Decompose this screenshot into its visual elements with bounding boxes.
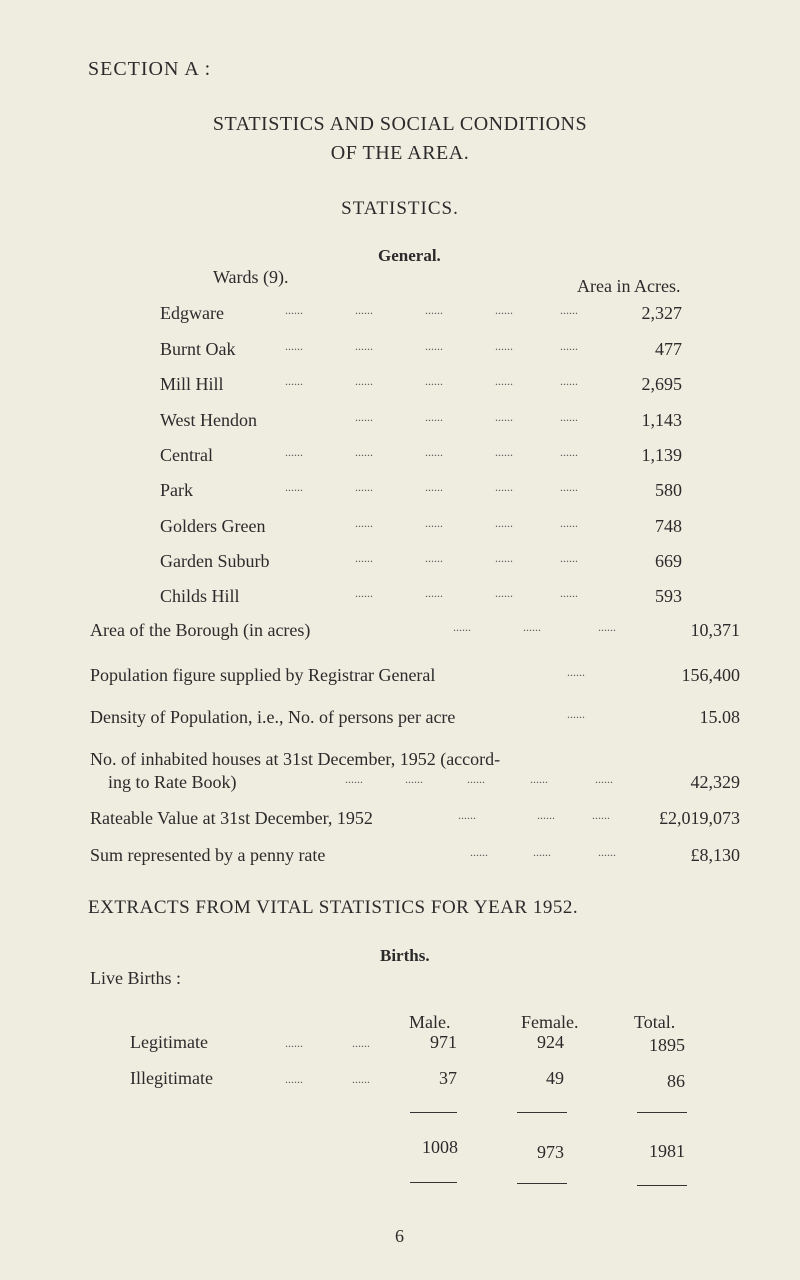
leader-dots: ...... bbox=[285, 374, 303, 388]
leader-dots: ...... bbox=[595, 772, 613, 786]
borough-area-label: Area of the Borough (in acres) bbox=[90, 620, 311, 640]
leader-dots: ...... bbox=[495, 410, 513, 424]
penny-rate-value: £8,130 bbox=[690, 845, 740, 865]
leader-dots: ...... bbox=[352, 1072, 370, 1086]
leader-dots: ...... bbox=[560, 480, 578, 494]
births-female: 49 bbox=[546, 1068, 564, 1088]
ward-name: Central bbox=[160, 445, 213, 465]
ward-acres: 748 bbox=[655, 516, 682, 536]
sum-rule-female bbox=[517, 1112, 567, 1113]
page-number: 6 bbox=[395, 1226, 404, 1246]
total-rule-female bbox=[517, 1183, 567, 1184]
ward-row bbox=[160, 445, 682, 471]
leader-dots: ...... bbox=[530, 772, 548, 786]
ward-acres: 1,139 bbox=[641, 445, 682, 465]
leader-dots: ...... bbox=[560, 586, 578, 600]
leader-dots: ...... bbox=[560, 339, 578, 353]
total-rule-total bbox=[637, 1185, 687, 1186]
leader-dots: ...... bbox=[425, 586, 443, 600]
ward-name: Burnt Oak bbox=[160, 339, 236, 359]
leader-dots: ...... bbox=[567, 665, 585, 679]
main-heading-line1: STATISTICS AND SOCIAL CONDITIONS bbox=[212, 113, 588, 135]
sum-rule-total bbox=[637, 1112, 687, 1113]
houses-value: 42,329 bbox=[690, 772, 740, 792]
leader-dots: ...... bbox=[425, 516, 443, 530]
leader-dots: ...... bbox=[495, 480, 513, 494]
ward-name: Park bbox=[160, 480, 193, 500]
leader-dots: ...... bbox=[560, 303, 578, 317]
houses-label-line2: ing to Rate Book) bbox=[108, 772, 237, 792]
wards-header: Wards (9). bbox=[213, 267, 289, 287]
leader-dots: ...... bbox=[560, 445, 578, 459]
ward-acres: 2,695 bbox=[641, 374, 682, 394]
ward-row bbox=[160, 480, 682, 506]
population-value: 156,400 bbox=[681, 665, 740, 685]
ward-name: Childs Hill bbox=[160, 586, 240, 606]
ward-acres: 1,143 bbox=[641, 410, 682, 430]
leader-dots: ...... bbox=[425, 374, 443, 388]
general-label: General. bbox=[378, 246, 441, 265]
ward-row bbox=[160, 410, 682, 436]
density-label: Density of Population, i.e., No. of persons per acre bbox=[90, 707, 456, 727]
leader-dots: ...... bbox=[567, 707, 585, 721]
ward-row bbox=[160, 374, 682, 400]
leader-dots: ...... bbox=[425, 551, 443, 565]
col-female-header: Female. bbox=[521, 1012, 579, 1032]
leader-dots: ...... bbox=[533, 845, 551, 859]
leader-dots: ...... bbox=[355, 480, 373, 494]
leader-dots: ...... bbox=[405, 772, 423, 786]
penny-rate-row bbox=[90, 845, 740, 871]
ward-row bbox=[160, 551, 682, 577]
extracts-heading: EXTRACTS FROM VITAL STATISTICS FOR YEAR 1952. bbox=[88, 897, 579, 918]
births-total: 1895 bbox=[649, 1035, 685, 1055]
births-female: 924 bbox=[537, 1032, 564, 1052]
leader-dots: ...... bbox=[425, 339, 443, 353]
borough-area-row bbox=[90, 620, 740, 646]
ward-name: Garden Suburb bbox=[160, 551, 270, 571]
leader-dots: ...... bbox=[560, 516, 578, 530]
leader-dots: ...... bbox=[523, 620, 541, 634]
births-total: 86 bbox=[667, 1071, 685, 1091]
leader-dots: ...... bbox=[495, 445, 513, 459]
population-label: Population figure supplied by Registrar General bbox=[90, 665, 436, 685]
leader-dots: ...... bbox=[285, 303, 303, 317]
ward-acres: 593 bbox=[655, 586, 682, 606]
births-row-label: Legitimate bbox=[130, 1032, 208, 1052]
ward-name: West Hendon bbox=[160, 410, 258, 430]
sum-rule-male bbox=[410, 1112, 457, 1113]
leader-dots: ...... bbox=[470, 845, 488, 859]
leader-dots: ...... bbox=[495, 516, 513, 530]
ward-row bbox=[160, 586, 682, 612]
leader-dots: ...... bbox=[425, 480, 443, 494]
leader-dots: ...... bbox=[285, 445, 303, 459]
leader-dots: ...... bbox=[285, 339, 303, 353]
rateable-label: Rateable Value at 31st December, 1952 bbox=[90, 808, 373, 828]
col-total-header: Total. bbox=[634, 1012, 676, 1032]
section-label: SECTION A : bbox=[88, 58, 212, 80]
leader-dots: ...... bbox=[425, 410, 443, 424]
leader-dots: ...... bbox=[495, 374, 513, 388]
leader-dots: ...... bbox=[355, 303, 373, 317]
leader-dots: ...... bbox=[285, 1072, 303, 1086]
leader-dots: ...... bbox=[495, 303, 513, 317]
leader-dots: ...... bbox=[598, 620, 616, 634]
population-row bbox=[90, 665, 740, 691]
leader-dots: ...... bbox=[495, 586, 513, 600]
leader-dots: ...... bbox=[560, 374, 578, 388]
rateable-value: £2,019,073 bbox=[659, 808, 740, 828]
leader-dots: ...... bbox=[467, 772, 485, 786]
leader-dots: ...... bbox=[560, 410, 578, 424]
total-male: 1008 bbox=[422, 1137, 458, 1157]
col-male-header: Male. bbox=[409, 1012, 451, 1032]
ward-acres: 669 bbox=[655, 551, 682, 571]
ward-name: Mill Hill bbox=[160, 374, 224, 394]
penny-rate-label: Sum represented by a penny rate bbox=[90, 845, 326, 865]
leader-dots: ...... bbox=[355, 586, 373, 600]
births-male: 37 bbox=[439, 1068, 457, 1088]
leader-dots: ...... bbox=[495, 339, 513, 353]
leader-dots: ...... bbox=[345, 772, 363, 786]
area-header: Area in Acres. bbox=[577, 276, 681, 296]
leader-dots: ...... bbox=[495, 551, 513, 565]
leader-dots: ...... bbox=[425, 445, 443, 459]
leader-dots: ...... bbox=[355, 374, 373, 388]
births-row-label: Illegitimate bbox=[130, 1068, 213, 1088]
leader-dots: ...... bbox=[592, 808, 610, 822]
borough-area-value: 10,371 bbox=[690, 620, 740, 640]
leader-dots: ...... bbox=[355, 410, 373, 424]
statistics-title: STATISTICS. bbox=[341, 198, 459, 219]
leader-dots: ...... bbox=[453, 620, 471, 634]
leader-dots: ...... bbox=[537, 808, 555, 822]
leader-dots: ...... bbox=[425, 303, 443, 317]
births-label: Births. bbox=[380, 946, 430, 965]
houses-row bbox=[90, 772, 740, 798]
leader-dots: ...... bbox=[598, 845, 616, 859]
ward-acres: 580 bbox=[655, 480, 682, 500]
leader-dots: ...... bbox=[458, 808, 476, 822]
leader-dots: ...... bbox=[355, 516, 373, 530]
rateable-row bbox=[90, 808, 740, 834]
leader-dots: ...... bbox=[285, 480, 303, 494]
leader-dots: ...... bbox=[355, 339, 373, 353]
leader-dots: ...... bbox=[355, 445, 373, 459]
total-female: 973 bbox=[537, 1142, 564, 1162]
leader-dots: ...... bbox=[355, 551, 373, 565]
ward-row bbox=[160, 303, 682, 329]
ward-acres: 2,327 bbox=[641, 303, 682, 323]
ward-name: Edgware bbox=[160, 303, 224, 323]
density-row bbox=[90, 707, 740, 733]
live-births-label: Live Births : bbox=[90, 968, 181, 988]
houses-label-line1: No. of inhabited houses at 31st December, 1952 (accord- bbox=[90, 749, 501, 769]
births-male: 971 bbox=[430, 1032, 457, 1052]
ward-row bbox=[160, 516, 682, 542]
ward-name: Golders Green bbox=[160, 516, 266, 536]
total-total: 1981 bbox=[649, 1141, 685, 1161]
leader-dots: ...... bbox=[285, 1036, 303, 1050]
density-value: 15.08 bbox=[699, 707, 740, 727]
ward-row bbox=[160, 339, 682, 365]
ward-acres: 477 bbox=[655, 339, 682, 359]
leader-dots: ...... bbox=[560, 551, 578, 565]
main-heading-line2: OF THE AREA. bbox=[330, 142, 470, 164]
total-rule-male bbox=[410, 1182, 457, 1183]
leader-dots: ...... bbox=[352, 1036, 370, 1050]
